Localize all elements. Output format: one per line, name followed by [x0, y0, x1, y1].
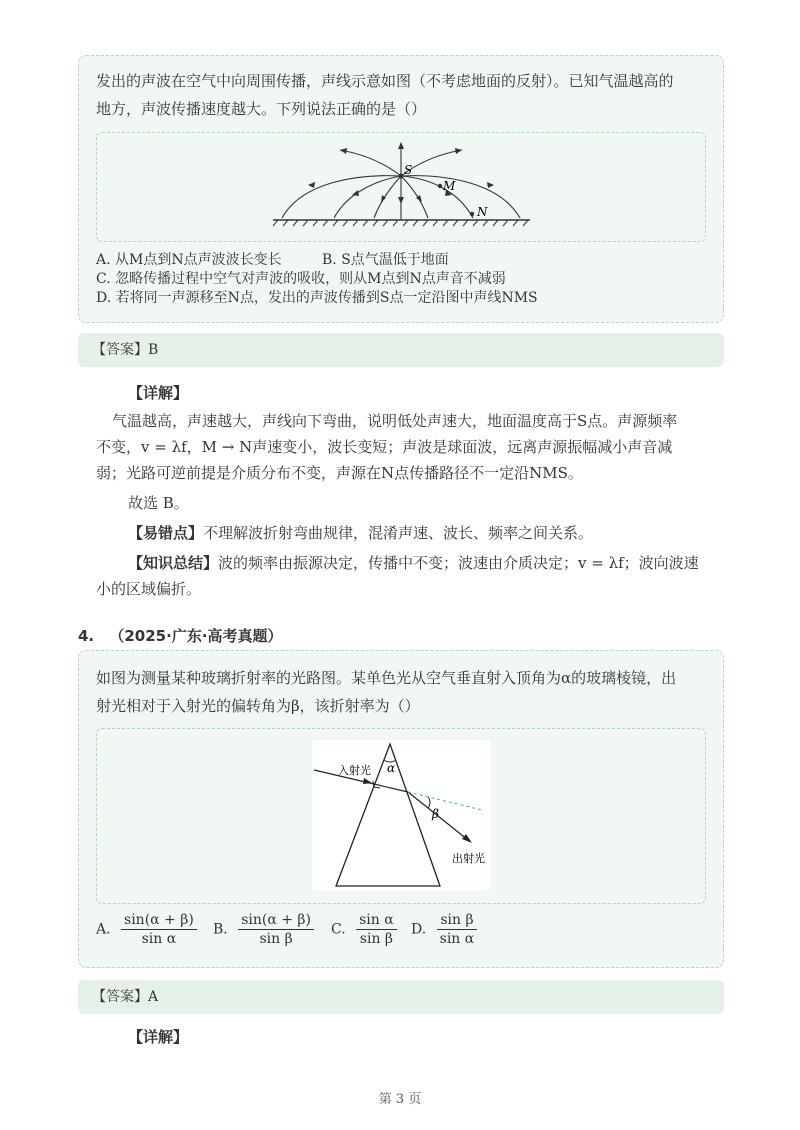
q4-option-c: [331, 912, 403, 947]
q3-explain-title: 【详解】: [128, 384, 189, 402]
option-d-den: sin α: [439, 931, 475, 947]
option-a-num: sin(α + β): [121, 912, 197, 930]
q3-option-c: C. 忽略传播过程中空气对声波的吸收，则从M点到N点声音不减弱: [96, 271, 506, 287]
option-d-label: D.: [411, 921, 427, 938]
q4-number: 4.: [78, 627, 95, 645]
q3-stem-line1: 发出的声波在空气中向周围传播，声线示意如图（不考虑地面的反射）。已知气温越高的: [96, 72, 674, 90]
option-a-fraction: [121, 912, 197, 947]
option-c-label: C.: [331, 921, 346, 938]
q4-stem-line2: 射光相对于入射光的偏转角为β，该折射率为（）: [96, 697, 420, 715]
label-s: S: [404, 163, 413, 177]
q4-option-d: [411, 912, 483, 947]
label-m: M: [443, 179, 456, 193]
option-c-den: sin β: [359, 931, 394, 947]
option-c-num: sin α: [356, 912, 397, 930]
mistake-tag: 【易错点】: [128, 524, 204, 542]
label-incident: 入射光: [338, 764, 371, 777]
label-beta: β: [432, 807, 439, 821]
q4-explain-title: 【详解】: [128, 1028, 189, 1046]
q4-option-a: [96, 912, 203, 947]
q4-source: （2025·广东·高考真题）: [109, 627, 283, 645]
option-b-label: B.: [213, 921, 228, 938]
option-d-num: sin β: [437, 912, 476, 930]
q4-answer-bar: 【答案】A: [78, 980, 724, 1014]
option-a-label: A.: [96, 921, 111, 938]
option-b-fraction: [238, 912, 314, 947]
sound-ray-figure: [268, 140, 533, 230]
option-b-den: sin β: [259, 931, 293, 947]
q3-explain-line1: 气温越高，声速越大，声线向下弯曲，说明低处声速大，地面温度高于S点。声源频率: [112, 412, 678, 430]
q4-option-b: [213, 912, 320, 947]
q3-option-a: A. 从M点到N点声波波长变长: [96, 252, 282, 268]
label-alpha: α: [387, 761, 396, 775]
summary-tag: 【知识总结】: [128, 554, 219, 572]
q3-explain-line3: 弱；光路可逆前提是介质分布不变，声源在N点传播路径不一定沿NMS。: [96, 464, 583, 482]
q3-mistake-point: [128, 522, 593, 544]
page-number: 第 3 页: [378, 1092, 422, 1107]
q3-option-b: B. S点气温低于地面: [322, 252, 449, 268]
q4-header: [78, 625, 283, 647]
option-d-fraction: [437, 912, 478, 947]
q3-option-d: D. 若将同一声源移至N点，发出的声波传播到S点一定沿图中声线NMS: [96, 290, 538, 306]
prism-figure: [312, 740, 490, 890]
q3-conclusion: 故选 B。: [128, 494, 189, 512]
q3-answer-bar: 【答案】B: [78, 333, 724, 367]
q4-stem-line1: 如图为测量某种玻璃折射率的光路图。某单色光从空气垂直射入顶角为α的玻璃棱镜，出: [96, 669, 677, 687]
mistake-text: 不理解波折射弯曲规律，混淆声速、波长、频率之间关系。: [203, 524, 594, 542]
label-exit: 出射光: [452, 852, 485, 865]
option-b-num: sin(α + β): [238, 912, 314, 930]
q3-explain-line2: 不变，v = λf，M → N声速变小，波长变短；声波是球面波，远离声源振幅减小声音减: [96, 438, 673, 456]
label-n: N: [477, 205, 488, 219]
option-a-den: sin α: [141, 931, 177, 947]
q3-summary-line2: 小的区域偏折。: [96, 580, 202, 598]
summary-text: 波的频率由振源决定，传播中不变；波速由介质决定；v = λf；波向波速: [218, 554, 699, 572]
q3-summary-line1: [128, 552, 699, 574]
q3-stem-line2: 地方，声波传播速度越大。下列说法正确的是（）: [96, 100, 427, 118]
option-c-fraction: [356, 912, 397, 947]
